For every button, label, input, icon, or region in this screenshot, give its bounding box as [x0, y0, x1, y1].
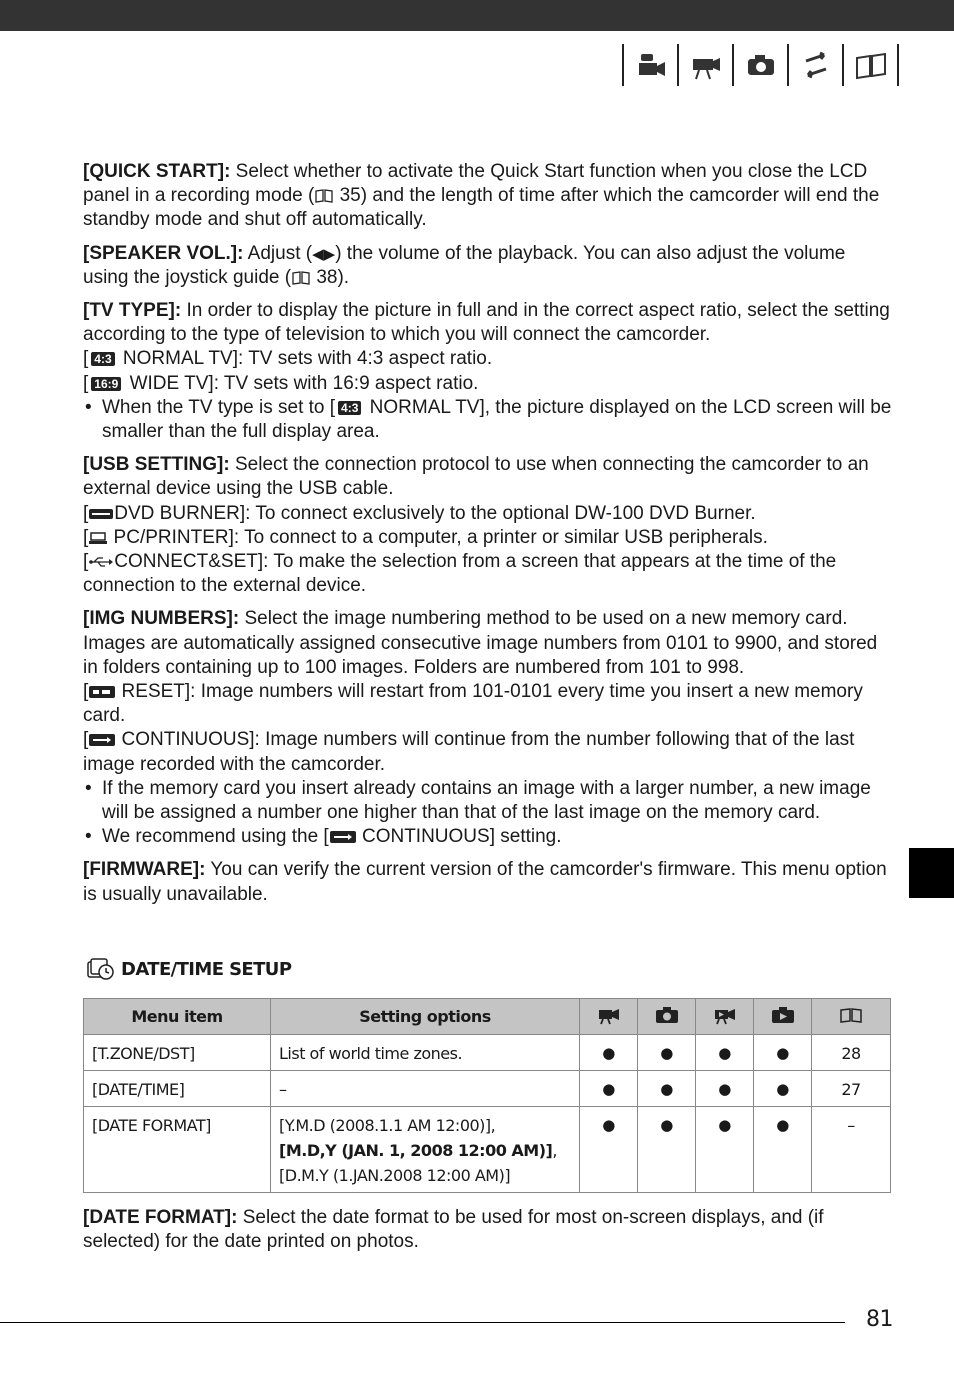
camera-icon	[732, 44, 787, 86]
tv-type-label: [TV TYPE]:	[83, 300, 182, 322]
column-photo-recording	[638, 999, 696, 1035]
section-title: DATE/TIME SETUP	[121, 958, 292, 980]
column-page-reference	[812, 999, 891, 1035]
movie-recording-icon	[596, 1005, 622, 1025]
menu-item-cell: [DATE FORMAT]	[84, 1107, 271, 1193]
aspect-4-3-icon: 4:3	[338, 401, 361, 415]
quick-start-label: [QUICK START]:	[83, 161, 231, 182]
photo-playback-icon	[770, 1005, 796, 1025]
menu-item-cell: [DATE/TIME]	[84, 1071, 271, 1107]
tv-type-block	[83, 299, 895, 444]
img-numbers-option-continuous-text: CONTINUOUS]: Image numbers will continue from the number following that of the last image recorded with the camcorder.	[83, 729, 855, 775]
date-format-default-option: [M.D,Y (JAN. 1, 2008 12:00 AM)]	[279, 1141, 553, 1160]
date-format-option-dmy: [D.M.Y (1.JAN.2008 12:00 AM)]	[279, 1166, 511, 1185]
section-heading	[86, 957, 291, 981]
continuous-icon	[329, 829, 357, 845]
availability-mark: ●	[580, 1107, 638, 1193]
tv-type-option-normal-text: NORMAL TV]: TV sets with 4:3 aspect ratio.	[117, 348, 493, 370]
quick-start-paragraph	[83, 160, 895, 233]
reset-icon	[88, 684, 116, 700]
usb-option-pc-printer-text: PC/PRINTER]: To connect to a computer, a printer or similar USB peripherals.	[108, 526, 768, 548]
date-format-label: [DATE FORMAT]:	[83, 1207, 238, 1228]
quick-start-text-b: ) and the length of time after which the camcorder will end the standby mode and shut off automatically.	[83, 185, 880, 231]
book-ref-icon	[291, 270, 311, 286]
tv-type-option-wide-text: WIDE TV]: TV sets with 16:9 aspect ratio.	[124, 372, 479, 394]
speaker-vol-label: [SPEAKER VOL.]:	[83, 242, 244, 264]
availability-mark: ●	[580, 1071, 638, 1107]
availability-mark: ●	[638, 1107, 696, 1193]
column-menu-item: Menu item	[84, 999, 271, 1035]
img-numbers-option-continuous: [ CONTINUOUS]: Image numbers will continue from the number following that of the last image recorded with the camcorder.	[83, 729, 855, 775]
chapter-tab	[909, 848, 954, 898]
page-reference-cell: 28	[812, 1035, 891, 1071]
continuous-icon	[88, 732, 116, 748]
img-numbers-note-2-b: CONTINUOUS] setting.	[356, 826, 562, 848]
date-format-option-mdy	[279, 1138, 571, 1163]
video-camera-icon	[677, 44, 732, 86]
tv-type-note-b: NORMAL TV], the picture displayed on the LCD screen will be smaller than the full display area.	[102, 396, 892, 443]
column-setting-options: Setting options	[271, 999, 580, 1035]
menu-item-cell: [T.ZONE/DST]	[84, 1035, 271, 1071]
setting-options-cell: List of world time zones.	[271, 1035, 580, 1071]
img-numbers-option-reset-text: RESET]: Image numbers will restart from 101-0101 every time you insert a new memory card.	[83, 681, 863, 727]
settings-description	[83, 160, 895, 916]
usb-setting-block	[83, 453, 895, 598]
img-numbers-note-2-a: We recommend using the [	[102, 826, 329, 848]
mode-icon-strip	[622, 44, 899, 86]
movie-camera-icon	[622, 44, 677, 86]
book-ref-icon	[314, 188, 334, 204]
availability-mark: ●	[696, 1071, 754, 1107]
availability-mark: ●	[754, 1107, 812, 1193]
column-movie-recording	[580, 999, 638, 1035]
movie-playback-icon	[712, 1005, 738, 1025]
quick-start-text-a: Select whether to activate the Quick Start function when you close the LCD panel in a recording mode (	[83, 161, 868, 207]
date-format-paragraph	[83, 1206, 895, 1254]
tv-type-option-wide: [ 16:9 WIDE TV]: TV sets with 16:9 aspect ratio.	[83, 372, 479, 394]
speaker-vol-text-c: ).	[337, 266, 350, 288]
availability-mark: ●	[696, 1035, 754, 1071]
img-numbers-note-1: • If the memory card you insert already contains an image with a larger number, a new image will be assigned a number one higher than that of the last image on the memory card.	[83, 777, 895, 825]
date-time-setup-icon	[86, 957, 116, 981]
usb-option-connect-set: [ CONNECT&SET]: To make the selection from a screen that appears at the time of the connection to the external device.	[83, 551, 837, 597]
tv-type-intro	[83, 299, 895, 347]
book-icon	[839, 1006, 863, 1024]
camera-icon	[654, 1005, 680, 1025]
usb-setting-intro	[83, 453, 895, 501]
img-numbers-block	[83, 607, 895, 849]
date-format-text: Select the date format to be used for most on-screen displays, and (if selected) for the date printed on photos.	[83, 1207, 824, 1253]
firmware-text: You can verify the current version of the camcorder's firmware. This menu option is usually unavailable.	[83, 859, 887, 905]
speaker-vol-text-b: ) the volume of the playback. You can also adjust the volume using the joystick guide (	[83, 242, 846, 288]
usb-connect-icon	[88, 554, 114, 570]
img-numbers-intro	[83, 607, 895, 680]
usb-setting-label: [USB SETTING]:	[83, 454, 230, 476]
availability-mark: ●	[638, 1071, 696, 1107]
availability-mark: ●	[696, 1107, 754, 1193]
availability-mark: ●	[754, 1035, 812, 1071]
usb-option-dvd-burner: [ DVD BURNER]: To connect exclusively to the optional DW-100 DVD Burner.	[83, 502, 756, 524]
setting-options-cell	[271, 1107, 580, 1193]
firmware-paragraph	[83, 858, 895, 906]
column-movie-playback	[696, 999, 754, 1035]
usb-option-pc-printer: [ PC/PRINTER]: To connect to a computer, a printer or similar USB peripherals.	[83, 526, 768, 548]
speaker-vol-ref: 38	[311, 266, 338, 288]
availability-mark: ●	[638, 1035, 696, 1071]
table-header-row	[84, 999, 891, 1035]
aspect-4-3-icon: 4:3	[91, 352, 114, 366]
table-row	[84, 1107, 891, 1193]
column-photo-playback	[754, 999, 812, 1035]
availability-mark: ●	[580, 1035, 638, 1071]
setting-options-cell: –	[271, 1071, 580, 1107]
table-row	[84, 1035, 891, 1071]
table-row	[84, 1071, 891, 1107]
usb-option-dvd-burner-text: DVD BURNER]: To connect exclusively to the optional DW-100 DVD Burner.	[114, 502, 756, 524]
settings-table	[83, 998, 891, 1193]
availability-mark: ●	[754, 1071, 812, 1107]
firmware-label: [FIRMWARE]:	[83, 859, 206, 881]
speaker-vol-text-a: Adjust (	[243, 242, 313, 264]
img-numbers-option-reset: [ RESET]: Image numbers will restart from 101-0101 every time you insert a new memory card.	[83, 681, 863, 727]
date-format-option-ymd: [Y.M.D (2008.1.1 AM 12:00)],	[279, 1116, 496, 1135]
top-bar	[0, 0, 954, 31]
page-reference-cell: 27	[812, 1071, 891, 1107]
tv-type-option-normal: [ 4:3 NORMAL TV]: TV sets with 4:3 aspect ratio.	[83, 348, 493, 370]
pc-printer-icon	[88, 530, 108, 546]
page-number: 81	[866, 1307, 893, 1332]
footer-rule	[0, 1322, 845, 1323]
tv-type-note-a: When the TV type is set to [	[102, 396, 336, 418]
tv-type-note	[83, 396, 895, 444]
usb-setting-text: Select the connection protocol to use when connecting the camcorder to an external device using the USB cable.	[83, 454, 869, 500]
left-right-arrows-icon: ◀▶	[312, 244, 336, 263]
img-numbers-note-2	[83, 825, 895, 849]
page-reference-cell: –	[812, 1107, 891, 1193]
dvd-burner-icon	[88, 506, 114, 522]
usb-option-connect-set-text: CONNECT&SET]: To make the selection from a screen that appears at the time of the connection to the external device.	[83, 551, 837, 597]
tv-type-text: In order to display the picture in full and in the correct aspect ratio, select the setting according to the type of television to which you will connect the camcorder.	[83, 300, 890, 346]
quick-start-ref: 35	[334, 185, 361, 207]
aspect-16-9-icon: 16:9	[91, 377, 121, 391]
transfer-icon	[787, 44, 842, 86]
speaker-vol-paragraph	[83, 242, 895, 290]
date-format-option-separator: ,	[552, 1141, 557, 1160]
img-numbers-text: Select the image numbering method to be used on a new memory card. Images are automatically assigned consecutive image numbers from 0101 to 9900, and stored in folders containing up to 100 images. Folders are numbered from 101 to 998.	[83, 608, 878, 678]
book-icon	[842, 44, 899, 86]
img-numbers-label: [IMG NUMBERS]:	[83, 608, 240, 630]
